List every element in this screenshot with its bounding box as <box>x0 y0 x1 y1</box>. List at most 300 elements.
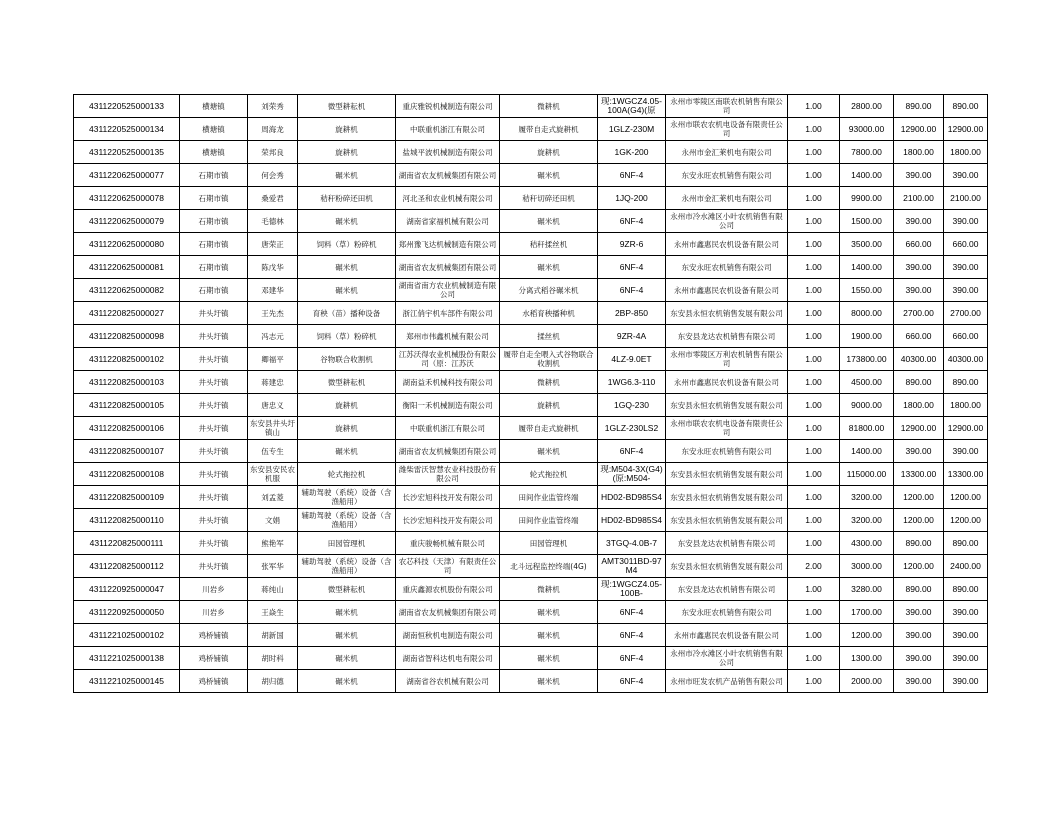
quantity-cell: 1.00 <box>788 509 840 532</box>
dealer-cell: 永州市冷水滩区小叶农机销售有限公司 <box>666 647 788 670</box>
machine-category-cell: 微型耕耘机 <box>298 578 396 601</box>
record-id-cell: 4311220925000050 <box>74 601 180 624</box>
owner-cell: 熊艳军 <box>248 532 298 555</box>
quantity-cell: 1.00 <box>788 647 840 670</box>
manufacturer-cell: 盐城平波机械制造有限公司 <box>396 141 500 164</box>
subsidy-unit-cell: 890.00 <box>894 95 944 118</box>
record-id-cell: 4311220825000107 <box>74 440 180 463</box>
subsidy-table <box>73 94 988 693</box>
subsidy-total-cell: 1200.00 <box>944 509 988 532</box>
product-name-cell: 水稻育秧播种机 <box>500 302 598 325</box>
subsidy-unit-cell: 2100.00 <box>894 187 944 210</box>
model-cell: 9ZR-6 <box>598 233 666 256</box>
subsidy-unit-cell: 12900.00 <box>894 417 944 440</box>
quantity-cell: 1.00 <box>788 601 840 624</box>
model-cell: 1GLZ-230M <box>598 118 666 141</box>
machine-category-cell: 旋耕机 <box>298 141 396 164</box>
subsidy-unit-cell: 390.00 <box>894 670 944 693</box>
dealer-cell: 永州市鑫惠民农机设备有限公司 <box>666 279 788 302</box>
machine-category-cell: 碾米机 <box>298 210 396 233</box>
manufacturer-cell: 湖南省谷农机械有限公司 <box>396 670 500 693</box>
sale-price-cell: 1900.00 <box>840 325 894 348</box>
machine-category-cell: 旋耕机 <box>298 394 396 417</box>
owner-cell: 刘荣秀 <box>248 95 298 118</box>
machine-category-cell: 旋耕机 <box>298 417 396 440</box>
table-row <box>74 440 988 463</box>
dealer-cell: 永州市鑫惠民农机设备有限公司 <box>666 624 788 647</box>
table-row <box>74 164 988 187</box>
town-cell: 井头圩镇 <box>180 371 248 394</box>
subsidy-unit-cell: 40300.00 <box>894 348 944 371</box>
dealer-cell: 永州市金汇莱机电有限公司 <box>666 141 788 164</box>
table-body <box>74 95 988 693</box>
quantity-cell: 1.00 <box>788 187 840 210</box>
table-row <box>74 670 988 693</box>
table-row <box>74 486 988 509</box>
town-cell: 井头圩镇 <box>180 486 248 509</box>
product-name-cell: 旋耕机 <box>500 141 598 164</box>
record-id-cell: 4311220825000110 <box>74 509 180 532</box>
subsidy-total-cell: 2700.00 <box>944 302 988 325</box>
product-name-cell: 碾米机 <box>500 670 598 693</box>
model-cell: AMT3011BD-97M4 <box>598 555 666 578</box>
sale-price-cell: 7800.00 <box>840 141 894 164</box>
sale-price-cell: 3200.00 <box>840 486 894 509</box>
owner-cell: 蒋建忠 <box>248 371 298 394</box>
owner-cell: 伍专生 <box>248 440 298 463</box>
town-cell: 横塘镇 <box>180 141 248 164</box>
machine-category-cell: 碾米机 <box>298 279 396 302</box>
product-name-cell: 轮式拖拉机 <box>500 463 598 486</box>
product-name-cell: 秸秆揉丝机 <box>500 233 598 256</box>
dealer-cell: 东安永旺农机销售有限公司 <box>666 164 788 187</box>
record-id-cell: 4311221025000138 <box>74 647 180 670</box>
manufacturer-cell: 重庆雅锐机械制造有限公司 <box>396 95 500 118</box>
owner-cell: 陈戊华 <box>248 256 298 279</box>
manufacturer-cell: 中联重机浙江有限公司 <box>396 118 500 141</box>
manufacturer-cell: 湖南省智科达机电有限公司 <box>396 647 500 670</box>
subsidy-total-cell: 890.00 <box>944 532 988 555</box>
subsidy-total-cell: 390.00 <box>944 256 988 279</box>
town-cell: 井头圩镇 <box>180 302 248 325</box>
owner-cell: 周海龙 <box>248 118 298 141</box>
sale-price-cell: 3000.00 <box>840 555 894 578</box>
town-cell: 井头圩镇 <box>180 555 248 578</box>
owner-cell: 冯志元 <box>248 325 298 348</box>
owner-cell: 蒋纯山 <box>248 578 298 601</box>
owner-cell: 唐荣正 <box>248 233 298 256</box>
model-cell: HD02-BD985S4 <box>598 486 666 509</box>
subsidy-unit-cell: 13300.00 <box>894 463 944 486</box>
model-cell: 6NF-4 <box>598 210 666 233</box>
product-name-cell: 微耕机 <box>500 95 598 118</box>
model-cell: 6NF-4 <box>598 670 666 693</box>
quantity-cell: 1.00 <box>788 141 840 164</box>
subsidy-total-cell: 390.00 <box>944 670 988 693</box>
subsidy-unit-cell: 890.00 <box>894 532 944 555</box>
product-name-cell: 北斗远程监控终端(4G) <box>500 555 598 578</box>
product-name-cell: 秸秆切碎还田机 <box>500 187 598 210</box>
machine-category-cell: 谷物联合收割机 <box>298 348 396 371</box>
model-cell: 3TGQ-4.0B-7 <box>598 532 666 555</box>
manufacturer-cell: 湖南省家福机械有限公司 <box>396 210 500 233</box>
owner-cell: 文娟 <box>248 509 298 532</box>
subsidy-unit-cell: 390.00 <box>894 624 944 647</box>
town-cell: 井头圩镇 <box>180 348 248 371</box>
table-row <box>74 95 988 118</box>
dealer-cell: 永州市联农农机电设备有限责任公司 <box>666 118 788 141</box>
machine-category-cell: 碾米机 <box>298 670 396 693</box>
town-cell: 井头圩镇 <box>180 532 248 555</box>
dealer-cell: 永州市联农农机电设备有限责任公司 <box>666 417 788 440</box>
record-id-cell: 4311220825000106 <box>74 417 180 440</box>
machine-category-cell: 田园管理机 <box>298 532 396 555</box>
model-cell: 9ZR-4A <box>598 325 666 348</box>
town-cell: 川岩乡 <box>180 578 248 601</box>
table-row <box>74 371 988 394</box>
machine-category-cell: 辅助驾驶（系统）设备（含渔船用） <box>298 486 396 509</box>
sale-price-cell: 8000.00 <box>840 302 894 325</box>
machine-category-cell: 饲料（草）粉碎机 <box>298 233 396 256</box>
manufacturer-cell: 湖南益禾机械科技有限公司 <box>396 371 500 394</box>
sale-price-cell: 4300.00 <box>840 532 894 555</box>
model-cell: 6NF-4 <box>598 256 666 279</box>
model-cell: HD02-BD985S4 <box>598 509 666 532</box>
product-name-cell: 碾米机 <box>500 624 598 647</box>
owner-cell: 邓建华 <box>248 279 298 302</box>
record-id-cell: 4311220625000077 <box>74 164 180 187</box>
owner-cell: 东安县安民农机服 <box>248 463 298 486</box>
manufacturer-cell: 潍柴雷沃智慧农业科技股份有限公司 <box>396 463 500 486</box>
town-cell: 井头圩镇 <box>180 463 248 486</box>
product-name-cell: 履带自走全喂入式谷物联合收割机 <box>500 348 598 371</box>
machine-category-cell: 秸秆粉碎还田机 <box>298 187 396 210</box>
subsidy-total-cell: 2100.00 <box>944 187 988 210</box>
subsidy-total-cell: 390.00 <box>944 210 988 233</box>
town-cell: 井头圩镇 <box>180 440 248 463</box>
product-name-cell: 碾米机 <box>500 210 598 233</box>
subsidy-total-cell: 40300.00 <box>944 348 988 371</box>
record-id-cell: 4311220625000078 <box>74 187 180 210</box>
model-cell: 1GK-200 <box>598 141 666 164</box>
manufacturer-cell: 中联重机浙江有限公司 <box>396 417 500 440</box>
subsidy-total-cell: 13300.00 <box>944 463 988 486</box>
subsidy-total-cell: 390.00 <box>944 624 988 647</box>
record-id-cell: 4311221025000102 <box>74 624 180 647</box>
record-id-cell: 4311220825000109 <box>74 486 180 509</box>
record-id-cell: 4311220525000134 <box>74 118 180 141</box>
dealer-cell: 东安县永恒农机销售发展有限公司 <box>666 555 788 578</box>
model-cell: 6NF-4 <box>598 279 666 302</box>
table-row <box>74 325 988 348</box>
manufacturer-cell: 湖南省农友机械集团有限公司 <box>396 256 500 279</box>
subsidy-unit-cell: 390.00 <box>894 210 944 233</box>
quantity-cell: 1.00 <box>788 325 840 348</box>
table-row <box>74 141 988 164</box>
sale-price-cell: 9000.00 <box>840 394 894 417</box>
town-cell: 石期市镇 <box>180 187 248 210</box>
quantity-cell: 1.00 <box>788 486 840 509</box>
machine-category-cell: 碾米机 <box>298 440 396 463</box>
owner-cell: 东安县井头圩镇山 <box>248 417 298 440</box>
record-id-cell: 4311220825000027 <box>74 302 180 325</box>
dealer-cell: 永州市鑫惠民农机设备有限公司 <box>666 233 788 256</box>
dealer-cell: 永州市零陵区南联农机销售有限公司 <box>666 95 788 118</box>
product-name-cell: 分离式稻谷碾米机 <box>500 279 598 302</box>
subsidy-total-cell: 390.00 <box>944 601 988 624</box>
quantity-cell: 1.00 <box>788 348 840 371</box>
quantity-cell: 1.00 <box>788 371 840 394</box>
dealer-cell: 永州市旺发农机产品销售有限公司 <box>666 670 788 693</box>
table-row <box>74 256 988 279</box>
product-name-cell: 碾米机 <box>500 164 598 187</box>
subsidy-unit-cell: 390.00 <box>894 647 944 670</box>
record-id-cell: 4311220625000082 <box>74 279 180 302</box>
sale-price-cell: 93000.00 <box>840 118 894 141</box>
dealer-cell: 东安县永恒农机销售发展有限公司 <box>666 486 788 509</box>
owner-cell: 荣邦良 <box>248 141 298 164</box>
town-cell: 石期市镇 <box>180 210 248 233</box>
model-cell: 现:1WGCZ4.05-100A(G4)(原 <box>598 95 666 118</box>
subsidy-total-cell: 12900.00 <box>944 417 988 440</box>
quantity-cell: 1.00 <box>788 164 840 187</box>
subsidy-total-cell: 890.00 <box>944 578 988 601</box>
subsidy-total-cell: 1800.00 <box>944 141 988 164</box>
model-cell: 1JQ-200 <box>598 187 666 210</box>
manufacturer-cell: 农芯科技（天津）有限责任公司 <box>396 555 500 578</box>
subsidy-total-cell: 390.00 <box>944 440 988 463</box>
record-id-cell: 4311220825000111 <box>74 532 180 555</box>
subsidy-total-cell: 890.00 <box>944 371 988 394</box>
sale-price-cell: 3500.00 <box>840 233 894 256</box>
table-row <box>74 532 988 555</box>
subsidy-total-cell: 1200.00 <box>944 486 988 509</box>
machine-category-cell: 育秧（苗）播种设备 <box>298 302 396 325</box>
subsidy-total-cell: 890.00 <box>944 95 988 118</box>
subsidy-unit-cell: 2700.00 <box>894 302 944 325</box>
subsidy-unit-cell: 660.00 <box>894 325 944 348</box>
sale-price-cell: 81800.00 <box>840 417 894 440</box>
owner-cell: 张军华 <box>248 555 298 578</box>
quantity-cell: 1.00 <box>788 95 840 118</box>
subsidy-unit-cell: 390.00 <box>894 256 944 279</box>
table-row <box>74 394 988 417</box>
owner-cell: 桑爱君 <box>248 187 298 210</box>
town-cell: 横塘镇 <box>180 95 248 118</box>
town-cell: 石期市镇 <box>180 233 248 256</box>
record-id-cell: 4311220525000135 <box>74 141 180 164</box>
sale-price-cell: 1550.00 <box>840 279 894 302</box>
table-row <box>74 601 988 624</box>
model-cell: 现:1WGCZ4.05-100B- <box>598 578 666 601</box>
quantity-cell: 1.00 <box>788 670 840 693</box>
town-cell: 井头圩镇 <box>180 417 248 440</box>
table-row <box>74 118 988 141</box>
town-cell: 鸡桥铺镇 <box>180 647 248 670</box>
subsidy-unit-cell: 1800.00 <box>894 394 944 417</box>
dealer-cell: 东安县龙达农机销售有限公司 <box>666 578 788 601</box>
sale-price-cell: 2000.00 <box>840 670 894 693</box>
owner-cell: 王先杰 <box>248 302 298 325</box>
manufacturer-cell: 湖南省农友机械集团有限公司 <box>396 164 500 187</box>
town-cell: 井头圩镇 <box>180 394 248 417</box>
record-id-cell: 4311220825000105 <box>74 394 180 417</box>
model-cell: 4LZ-9.0ET <box>598 348 666 371</box>
sale-price-cell: 1200.00 <box>840 624 894 647</box>
sale-price-cell: 1400.00 <box>840 440 894 463</box>
manufacturer-cell: 郑州市伟鑫机械有限公司 <box>396 325 500 348</box>
quantity-cell: 1.00 <box>788 624 840 647</box>
table-row <box>74 187 988 210</box>
quantity-cell: 1.00 <box>788 417 840 440</box>
machine-category-cell: 碾米机 <box>298 164 396 187</box>
product-name-cell: 揉丝机 <box>500 325 598 348</box>
product-name-cell: 田间作业监管终端 <box>500 486 598 509</box>
quantity-cell: 1.00 <box>788 118 840 141</box>
product-name-cell: 碾米机 <box>500 256 598 279</box>
sale-price-cell: 3200.00 <box>840 509 894 532</box>
sale-price-cell: 1500.00 <box>840 210 894 233</box>
quantity-cell: 1.00 <box>788 233 840 256</box>
subsidy-unit-cell: 390.00 <box>894 601 944 624</box>
model-cell: 6NF-4 <box>598 624 666 647</box>
model-cell: 6NF-4 <box>598 440 666 463</box>
sale-price-cell: 1300.00 <box>840 647 894 670</box>
record-id-cell: 4311220625000081 <box>74 256 180 279</box>
sale-price-cell: 1400.00 <box>840 164 894 187</box>
table-row <box>74 417 988 440</box>
machine-category-cell: 碾米机 <box>298 256 396 279</box>
town-cell: 石期市镇 <box>180 256 248 279</box>
town-cell: 石期市镇 <box>180 279 248 302</box>
manufacturer-cell: 湖南省南方农业机械制造有限公司 <box>396 279 500 302</box>
manufacturer-cell: 重庆骏畅机械有限公司 <box>396 532 500 555</box>
manufacturer-cell: 长沙宏旭科技开发有限公司 <box>396 486 500 509</box>
town-cell: 井头圩镇 <box>180 509 248 532</box>
record-id-cell: 4311220825000102 <box>74 348 180 371</box>
sale-price-cell: 3280.00 <box>840 578 894 601</box>
dealer-cell: 东安永旺农机销售有限公司 <box>666 256 788 279</box>
subsidy-unit-cell: 890.00 <box>894 578 944 601</box>
product-name-cell: 履带自走式旋耕机 <box>500 118 598 141</box>
machine-category-cell: 旋耕机 <box>298 118 396 141</box>
subsidy-unit-cell: 1200.00 <box>894 555 944 578</box>
subsidy-total-cell: 1800.00 <box>944 394 988 417</box>
table-row <box>74 279 988 302</box>
model-cell: 2BP-850 <box>598 302 666 325</box>
model-cell: 6NF-4 <box>598 601 666 624</box>
subsidy-unit-cell: 12900.00 <box>894 118 944 141</box>
town-cell: 横塘镇 <box>180 118 248 141</box>
sale-price-cell: 173800.00 <box>840 348 894 371</box>
dealer-cell: 东安县永恒农机销售发展有限公司 <box>666 394 788 417</box>
owner-cell: 胡时科 <box>248 647 298 670</box>
model-cell: 1GQ-230 <box>598 394 666 417</box>
quantity-cell: 1.00 <box>788 440 840 463</box>
town-cell: 鸡桥铺镇 <box>180 624 248 647</box>
product-name-cell: 碾米机 <box>500 440 598 463</box>
manufacturer-cell: 江苏沃得农业机械股份有限公司（原：江苏沃 <box>396 348 500 371</box>
subsidy-total-cell: 390.00 <box>944 647 988 670</box>
record-id-cell: 4311220825000108 <box>74 463 180 486</box>
machine-category-cell: 碾米机 <box>298 647 396 670</box>
dealer-cell: 永州市冷水滩区小叶农机销售有限公司 <box>666 210 788 233</box>
product-name-cell: 田间作业监管终端 <box>500 509 598 532</box>
table-row <box>74 509 988 532</box>
machine-category-cell: 辅助驾驶（系统）设备（含渔船用） <box>298 509 396 532</box>
manufacturer-cell: 湖南省农友机械集团有限公司 <box>396 601 500 624</box>
town-cell: 川岩乡 <box>180 601 248 624</box>
owner-cell: 胡新国 <box>248 624 298 647</box>
machine-category-cell: 微型耕耘机 <box>298 95 396 118</box>
town-cell: 石期市镇 <box>180 164 248 187</box>
table-row <box>74 302 988 325</box>
machine-category-cell: 辅助驾驶（系统）设备（含渔船用） <box>298 555 396 578</box>
subsidy-unit-cell: 890.00 <box>894 371 944 394</box>
manufacturer-cell: 长沙宏旭科技开发有限公司 <box>396 509 500 532</box>
subsidy-unit-cell: 1200.00 <box>894 486 944 509</box>
sale-price-cell: 115000.00 <box>840 463 894 486</box>
dealer-cell: 永州市金汇莱机电有限公司 <box>666 187 788 210</box>
table-row <box>74 348 988 371</box>
owner-cell: 王焱生 <box>248 601 298 624</box>
manufacturer-cell: 湖南恒秋机电制造有限公司 <box>396 624 500 647</box>
model-cell: 1GLZ-230LS2 <box>598 417 666 440</box>
record-id-cell: 4311220825000098 <box>74 325 180 348</box>
sale-price-cell: 1700.00 <box>840 601 894 624</box>
dealer-cell: 东安永旺农机销售有限公司 <box>666 601 788 624</box>
product-name-cell: 微耕机 <box>500 371 598 394</box>
record-id-cell: 4311220625000080 <box>74 233 180 256</box>
owner-cell: 刘孟菱 <box>248 486 298 509</box>
product-name-cell: 微耕机 <box>500 578 598 601</box>
table-row <box>74 210 988 233</box>
owner-cell: 卿福平 <box>248 348 298 371</box>
table-row <box>74 463 988 486</box>
model-cell: 6NF-4 <box>598 647 666 670</box>
record-id-cell: 4311220825000112 <box>74 555 180 578</box>
manufacturer-cell: 浙江俏宇机车部件有限公司 <box>396 302 500 325</box>
product-name-cell: 履带自走式旋耕机 <box>500 417 598 440</box>
record-id-cell: 4311221025000145 <box>74 670 180 693</box>
owner-cell: 毛德林 <box>248 210 298 233</box>
subsidy-unit-cell: 1800.00 <box>894 141 944 164</box>
table-row <box>74 233 988 256</box>
machine-category-cell: 碾米机 <box>298 624 396 647</box>
dealer-cell: 永州市零陵区万利农机销售有限公司 <box>666 348 788 371</box>
subsidy-unit-cell: 1200.00 <box>894 509 944 532</box>
dealer-cell: 东安县龙达农机销售有限公司 <box>666 532 788 555</box>
quantity-cell: 2.00 <box>788 555 840 578</box>
manufacturer-cell: 衡阳一禾机械制造有限公司 <box>396 394 500 417</box>
sale-price-cell: 9900.00 <box>840 187 894 210</box>
quantity-cell: 1.00 <box>788 279 840 302</box>
subsidy-unit-cell: 390.00 <box>894 279 944 302</box>
owner-cell: 唐忠义 <box>248 394 298 417</box>
subsidy-unit-cell: 390.00 <box>894 440 944 463</box>
model-cell: 1WG6.3-110 <box>598 371 666 394</box>
machine-category-cell: 饲料（草）粉碎机 <box>298 325 396 348</box>
table-row <box>74 555 988 578</box>
subsidy-total-cell: 2400.00 <box>944 555 988 578</box>
table-row <box>74 647 988 670</box>
quantity-cell: 1.00 <box>788 578 840 601</box>
dealer-cell: 东安县永恒农机销售发展有限公司 <box>666 463 788 486</box>
sale-price-cell: 2800.00 <box>840 95 894 118</box>
manufacturer-cell: 郑州豫飞达机械制造有限公司 <box>396 233 500 256</box>
dealer-cell: 东安永旺农机销售有限公司 <box>666 440 788 463</box>
owner-cell: 胡归德 <box>248 670 298 693</box>
